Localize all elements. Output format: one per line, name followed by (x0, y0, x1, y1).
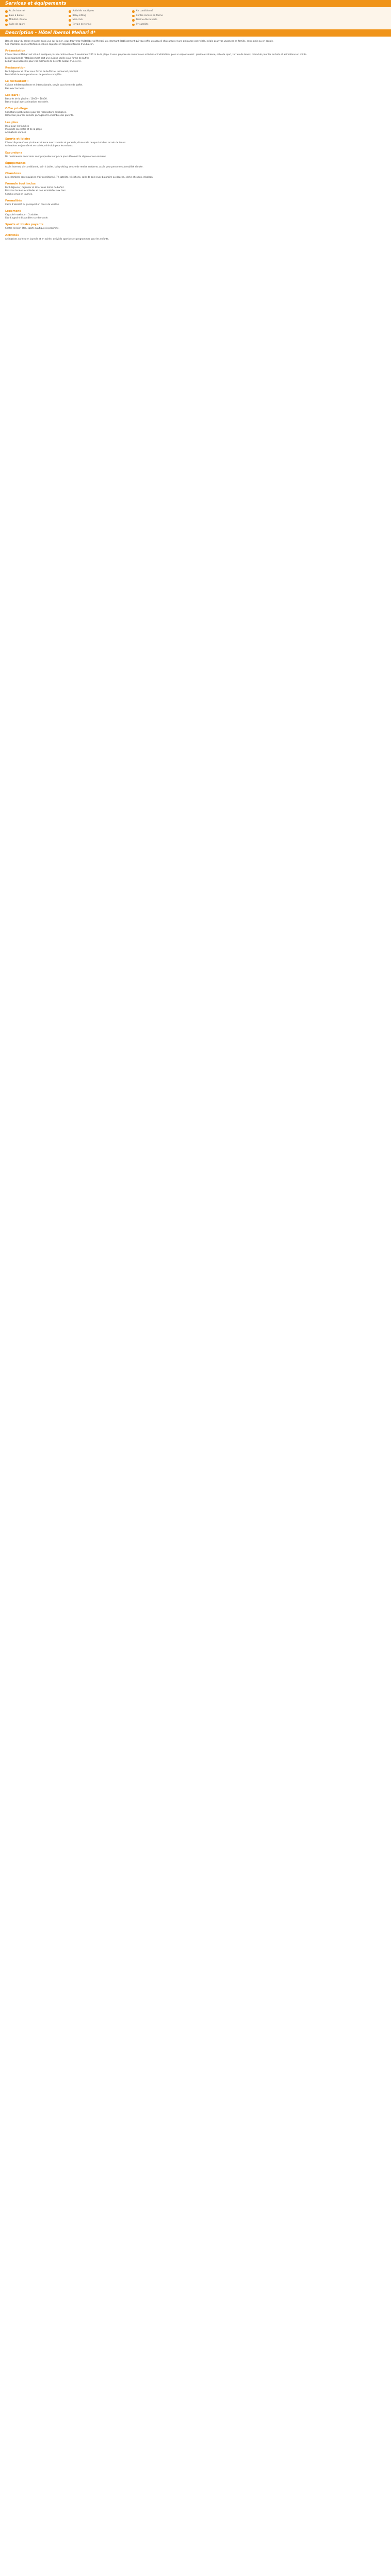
amenity-item: Salle de sport (5, 23, 69, 27)
amenities-row (5, 23, 386, 27)
section-body: Dans le cœur du centre et ayant aussi vue sur la mer, vous trouverez l'hôtel Ibersol Mehari, un charmant établissement qui vous offre un accueil chaleureux et une ambiance conviviale, idéale pour vos vacances en famille, entre amis ou en couple. Ses chambres sont confortables et bien équipées et disposent toutes d'un balcon. (5, 40, 274, 46)
section-body: L'hôtel Ibersol Mehari est situé à quelques pas du centre-ville et à seulement 200 m de la plage. Il vous propose de nombreuses activités et installations pour un séjour réussi : piscine extérieure, salle de sport, terrain de tennis, mini-club pour les enfants et animations en soirée. Le restaurant de l'établissement sert une cuisine variée sous forme de buffet. Le bar vous accueille pour vos moments de détente autour d'un verre. (5, 53, 307, 62)
section-body: Conditions particulières pour les réservations anticipées. Réduction pour les enfants partageant la chambre des parents. (5, 111, 74, 117)
section-body: Centre de bien-être, sports nautiques à proximité. (5, 227, 59, 230)
section-title: Formalités (5, 199, 22, 202)
amenity-bullet-icon (5, 10, 8, 13)
description-content (0, 37, 391, 246)
section-title: Équipements (5, 161, 26, 165)
section-title: Logement (5, 210, 21, 213)
amenity-item: Baby-sitting (69, 14, 132, 19)
amenities-grid (0, 7, 391, 29)
section-body: Carte d'identité ou passeport en cours de validité. (5, 202, 60, 206)
amenity-bullet-icon (69, 24, 71, 26)
section-body: Petit-déjeuner et dîner sous forme de buffet au restaurant principal. Possibilité de demi-pension ou de pension complète. (5, 70, 79, 76)
section-body: Capacité maximum : 3 adultes. Lits d'appoint disponibles sur demande. (5, 213, 48, 219)
amenity-item: Mini-club (69, 18, 132, 23)
services-header-bar (0, 0, 391, 7)
section-title: Formule tout inclus (5, 182, 36, 186)
section-title: Le restaurant : (5, 80, 29, 83)
page (0, 0, 391, 246)
section-title: Offre privilège (5, 107, 28, 111)
amenity-item: Mobilité réduite (5, 18, 69, 23)
amenity-bullet-icon (132, 10, 135, 13)
amenity-item: Piscine découverte (132, 18, 196, 23)
amenity-bullet-icon (132, 24, 135, 26)
section-body: Les chambres sont équipées d'air conditionné, TV satellite, téléphone, salle de bain avec baignoire ou douche, sèche-cheveux et balcon. (5, 176, 154, 179)
amenity-item: Tv satellite (132, 23, 196, 27)
section-body: Idéal pour les familles Proximité du centre et de la plage Animations variées (5, 124, 42, 134)
amenities-row (5, 9, 386, 14)
amenity-bullet-icon (5, 15, 8, 18)
section-body: De nombreuses excursions sont proposées sur place pour découvrir la région et ses environs. (5, 155, 107, 158)
amenities-row (5, 14, 386, 19)
amenity-item: Activités nautiques (69, 9, 132, 14)
description-title: Description - Hôtel Ibersol Mehari 4* (5, 30, 96, 36)
section-body: Cuisine méditerranéenne et internationale, servie sous forme de buffet. Bar avec terrasse. (5, 83, 83, 90)
section-body: Animations variées en journée et en soirée, activités sportives et programmes pour les enfants. (5, 237, 109, 240)
amenity-bullet-icon (132, 15, 135, 18)
amenity-bullet-icon (69, 19, 71, 22)
amenity-item: Terrain de tennis (69, 23, 132, 27)
amenity-bullet-icon (5, 24, 8, 26)
section-title: Les bars : (5, 93, 21, 97)
section-body: Accès Internet, air conditionné, bain à bulles, baby-sitting, centre de remise en forme, accès pour personnes à mobilité réduite. (5, 165, 143, 168)
section-title: Restauration (5, 66, 26, 70)
amenity-item: Accès Internet (5, 9, 69, 14)
amenities-row (5, 18, 386, 23)
section-body: Petit-déjeuner, déjeuner et dîner sous forme de buffet. Boissons locales alcoolisées et non alcoolisées aux bars. Snacks servis en journée. (5, 186, 67, 195)
section-title: Chambres (5, 172, 21, 176)
section-title: Excursions (5, 151, 22, 155)
amenity-item: Bain à bulles (5, 14, 69, 19)
amenity-item: Centre remise en forme (132, 14, 196, 19)
section-title: Présentation (5, 49, 26, 53)
section-body: L'hôtel dispose d'une piscine extérieure avec transats et parasols, d'une salle de sport et d'un terrain de tennis. Animations en journée et en soirée, mini-club pour les enfants. (5, 141, 126, 147)
amenity-bullet-icon (5, 19, 8, 22)
section-body: Bar près de la piscine : 10h00 – 18h00. Bar principal avec animations en soirée. (5, 97, 49, 104)
services-title: Services et équipements (5, 1, 67, 6)
amenity-item: Air conditionné (132, 9, 196, 14)
description-header-bar (0, 29, 391, 37)
amenity-bullet-icon (132, 19, 135, 22)
amenity-bullet-icon (69, 10, 71, 13)
section-title: Les plus (5, 121, 18, 124)
section-title: Sports et loisirs (5, 138, 30, 141)
section-title: Sports et loisirs payants (5, 223, 44, 227)
section-title: Activités (5, 233, 19, 237)
amenity-bullet-icon (69, 15, 71, 18)
